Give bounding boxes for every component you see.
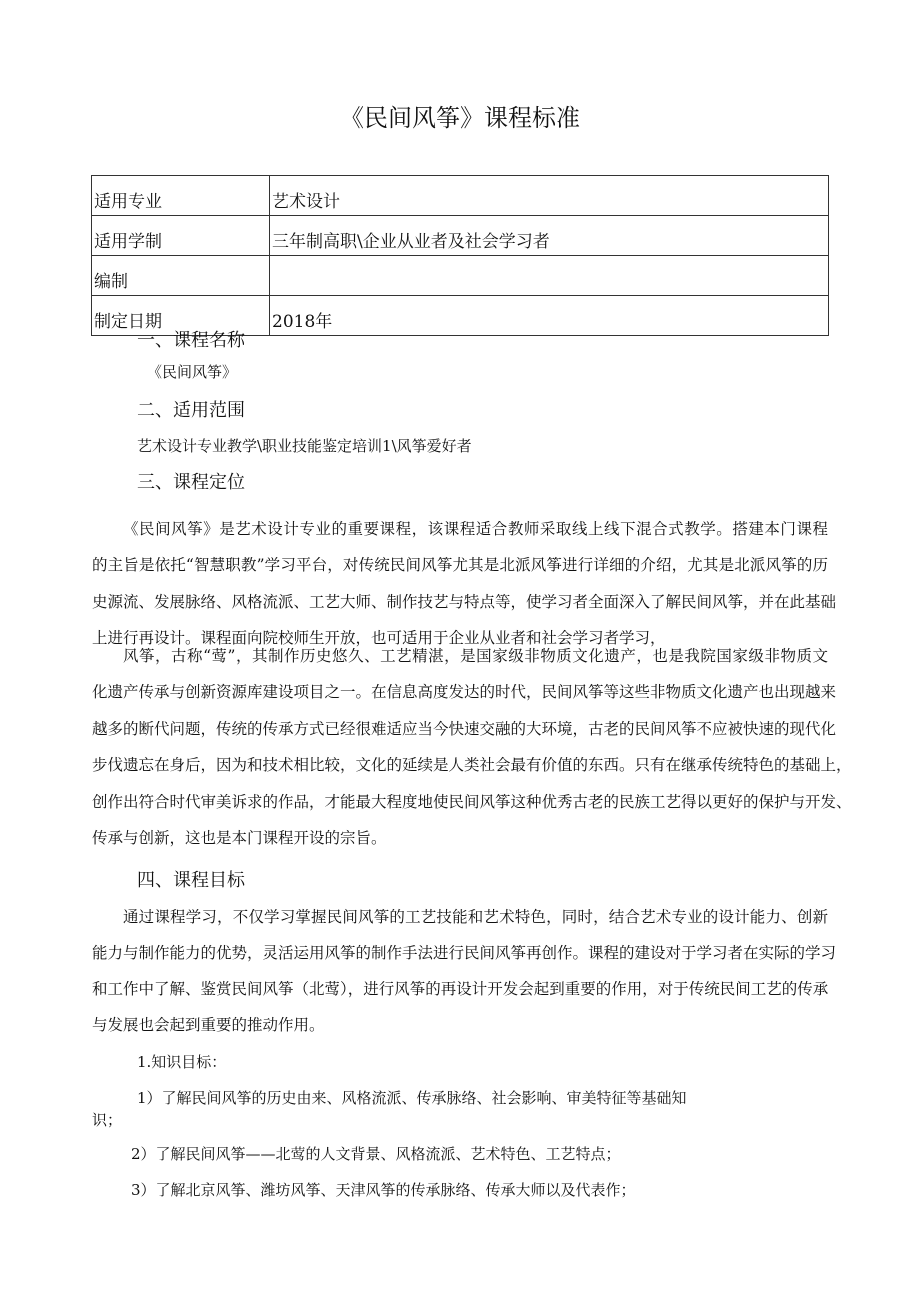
list-item: 3）了解北京风筝、潍坊风筝、天津风筝的传承脉络、传承大师以及代表作； [131, 1181, 636, 1199]
document-title: 《民间风筝》课程标准 [340, 104, 580, 132]
table-value: 艺术设计 [270, 176, 829, 216]
section-heading: 三、课程定位 [137, 472, 245, 493]
table-label: 编制 [92, 256, 270, 296]
paragraph-line: 史源流、发展脉络、风格流派、工艺大师、制作技艺与特点等，使学习者全面深入了解民间风筝，并在此基础 [92, 593, 837, 611]
paragraph-line: 与发展也会起到重要的推动作用。 [92, 1016, 325, 1034]
paragraph-line: 越多的断代问题，传统的传承方式已经很难适应当今快速交融的大环境，古老的民间风筝不应被快速的现代化 [92, 720, 837, 738]
table-row [92, 176, 829, 216]
scope-text: 艺术设计专业教学\职业技能鉴定培训1\风筝爱好者 [137, 437, 472, 455]
paragraph-line: 化遗产传承与创新资源库建设项目之一。在信息高度发达的时代，民间风筝等这些非物质文化遗产也出现越来 [92, 683, 837, 701]
section-heading: 四、课程目标 [137, 870, 245, 891]
course-name: 《民间风筝》 [147, 363, 238, 381]
table-value: 2018年 [270, 296, 829, 336]
section-heading: 一、课程名称 [137, 330, 245, 351]
subheading-knowledge: 1.知识目标： [137, 1053, 227, 1071]
paragraph-line: 《民间风筝》是艺术设计专业的重要课程，该课程适合教师采取线上线下混合式教学。搭建本门课程 [123, 520, 828, 538]
table-row [92, 216, 829, 256]
table-label: 制定日期 [92, 296, 270, 336]
paragraph-line: 风筝，古称“莺”，其制作历史悠久、工艺精湛，是国家级非物质文化遗产，也是我院国家级非物质文 [123, 647, 828, 665]
paragraph-line: 能力与制作能力的优势，灵活运用风筝的制作手法进行民间风筝再创作。课程的建设对于学习者在实际的学习 [92, 944, 837, 962]
list-item-continuation: 识； [92, 1111, 123, 1129]
paragraph-line: 通过课程学习，不仅学习掌握民间风筝的工艺技能和艺术特色，同时，结合艺术专业的设计能力、创新 [123, 908, 828, 926]
table-label: 适用专业 [92, 176, 270, 216]
list-item: 2）了解民间风筝——北莺的人文背景、风格流派、艺术特色、工艺特点； [131, 1145, 621, 1163]
paragraph-line: 和工作中了解、鉴赏民间风筝（北莺），进行风筝的再设计开发会起到重要的作用，对于传统民间工艺的传承 [92, 980, 829, 998]
table-label: 适用学制 [92, 216, 270, 256]
paragraph-line: 步伐遗忘在身后，因为和技术相比较，文化的延续是人类社会最有价值的东西。只有在继承传统特色的基础上， [92, 756, 852, 774]
table-value: 三年制高职\企业从业者及社会学习者 [270, 216, 829, 256]
table-value [270, 256, 829, 296]
paragraph-line: 上进行再设计。课程面向院校师生开放，也可适用于企业从业者和社会学习者学习， [92, 629, 666, 647]
paragraph-line: 创作出符合时代审美诉求的作品，才能最大程度地使民间风筝这种优秀古老的民族工艺得以更好的保护与开发、 [92, 793, 852, 811]
paragraph-line: 的主旨是依托“智慧职教”学习平台，对传统民间风筝尤其是北派风筝进行详细的介绍，尤其是北派风筝的历 [92, 556, 828, 574]
paragraph-line: 传承与创新，这也是本门课程开设的宗旨。 [92, 829, 387, 847]
table-row [92, 256, 829, 296]
course-info-table [91, 175, 829, 336]
section-heading: 二、适用范围 [137, 400, 245, 421]
list-item: 1）了解民间风筝的历史由来、风格流派、传承脉络、社会影响、审美特征等基础知 [137, 1089, 687, 1107]
